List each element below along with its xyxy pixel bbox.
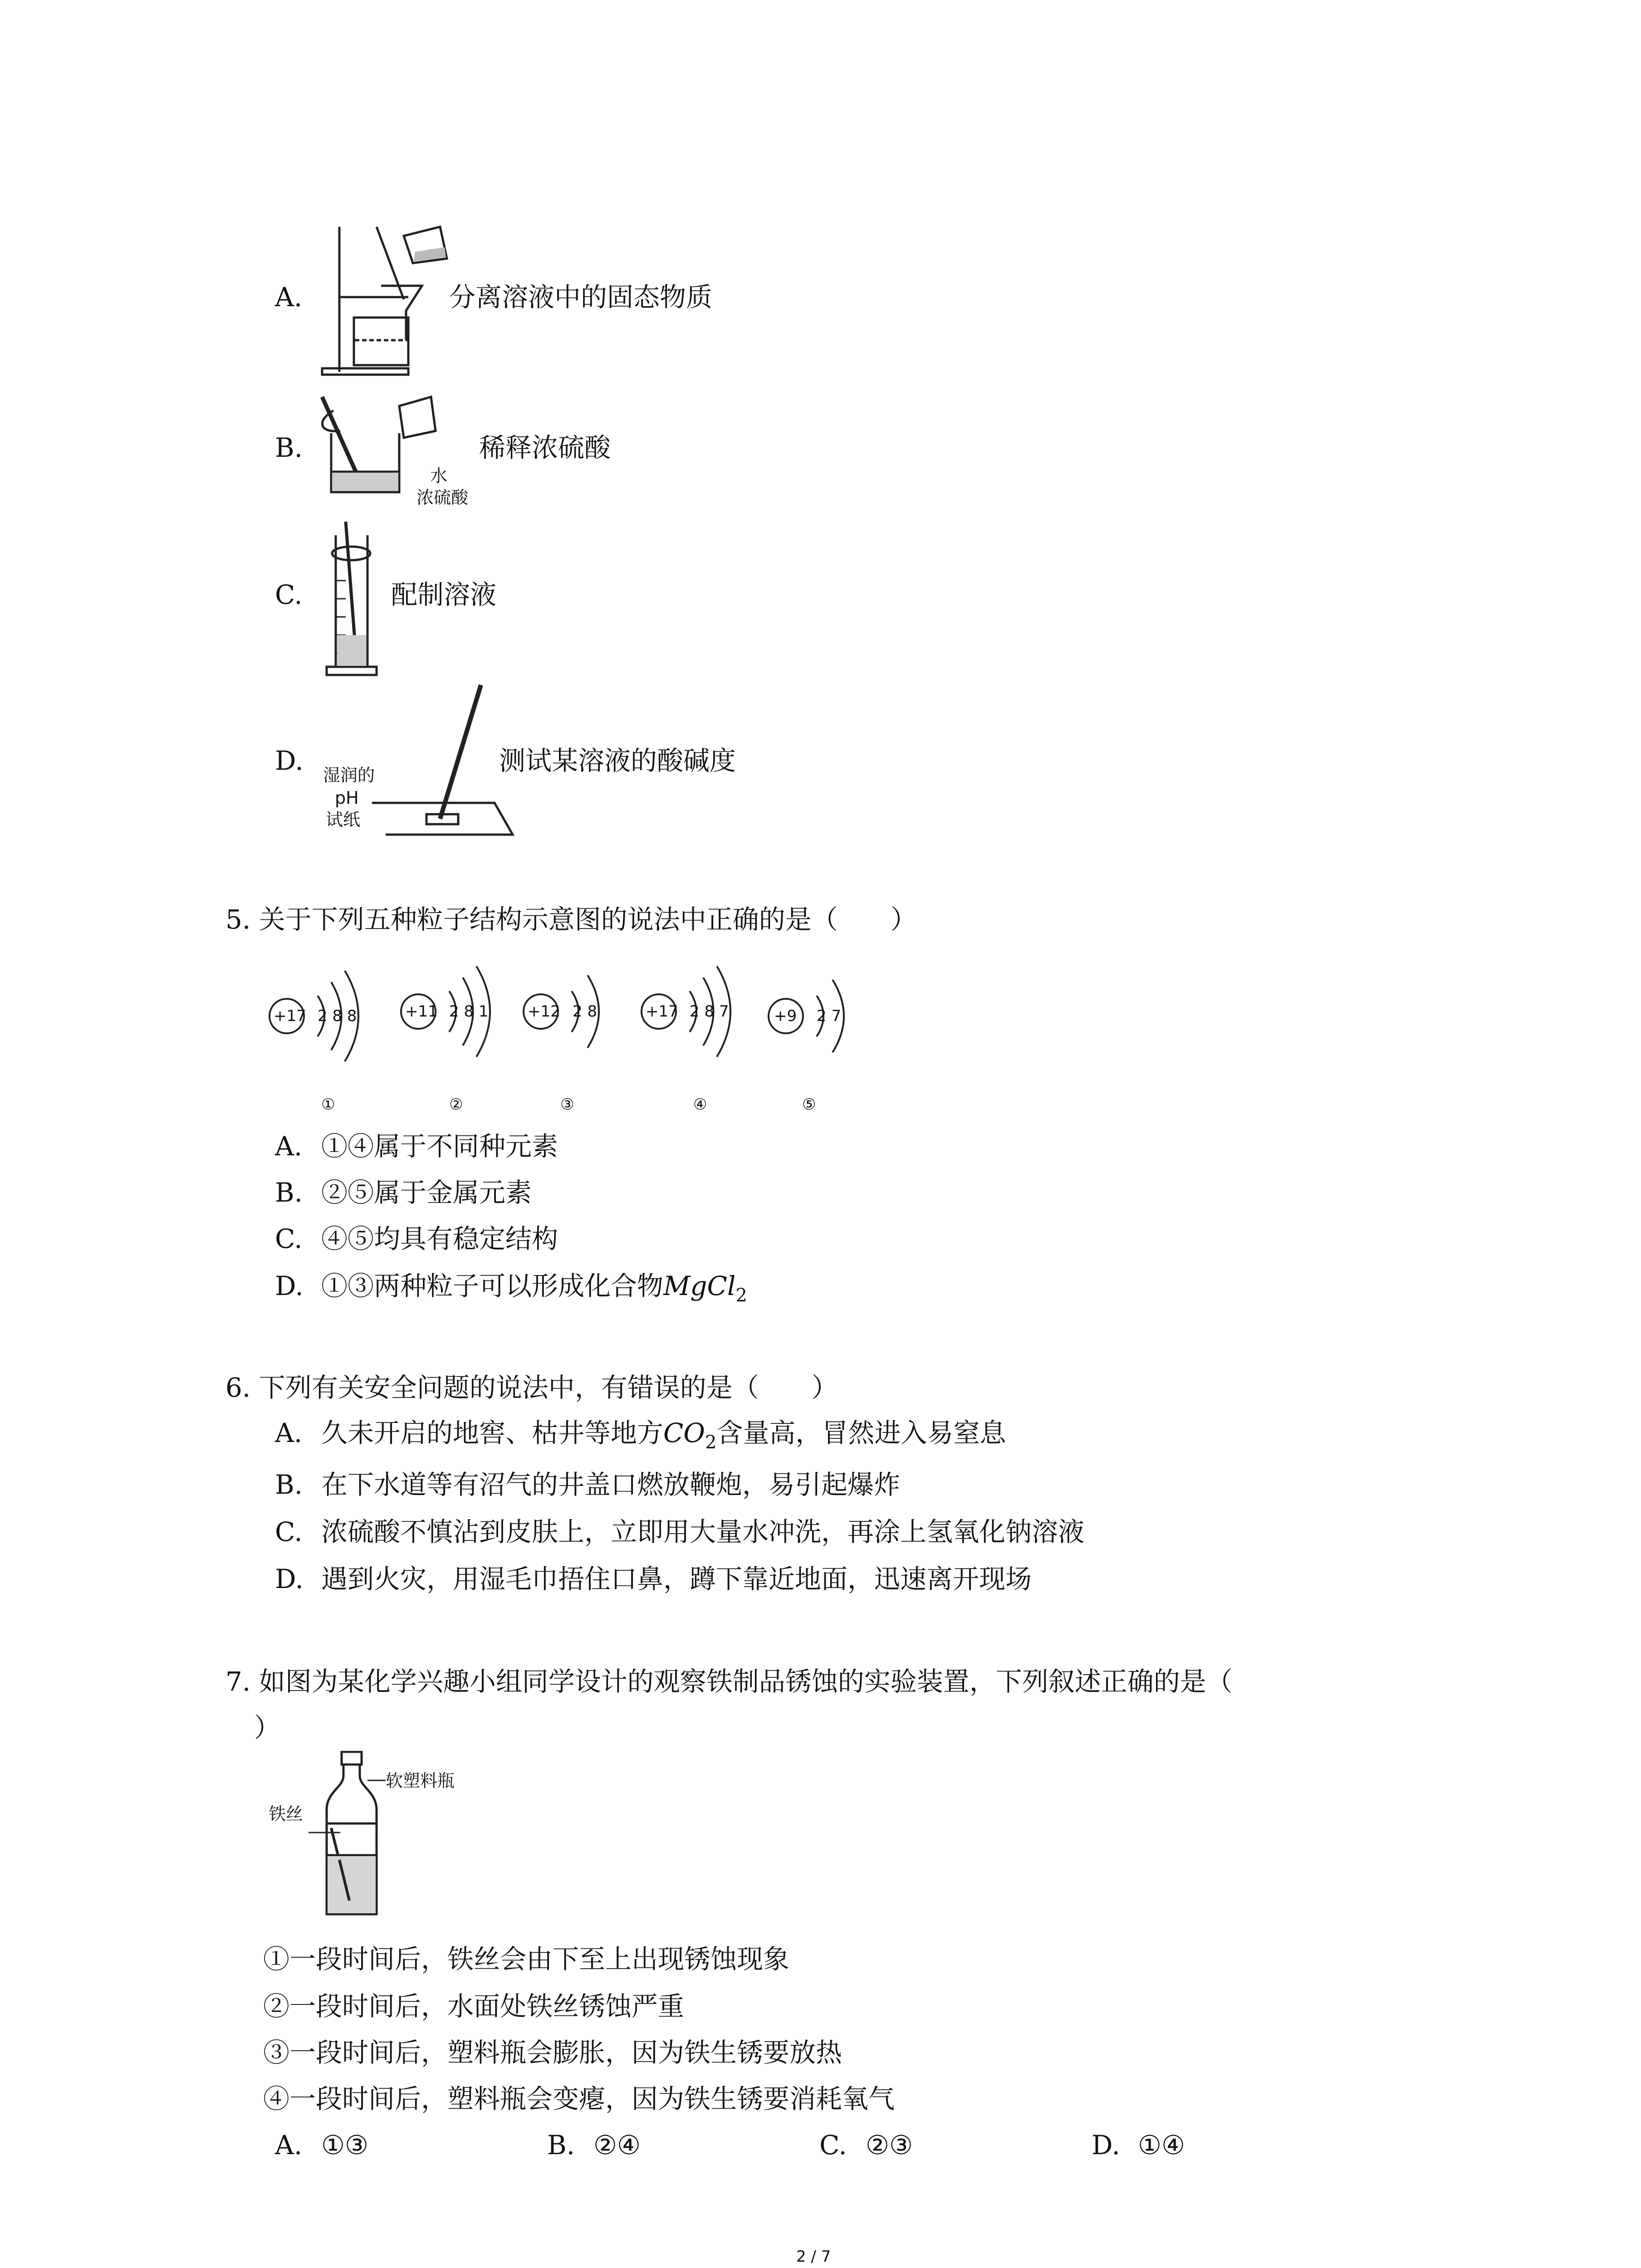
q7-statement-3: ③一段时间后，塑料瓶会膨胀，因为铁生锈要放热 [263,2037,843,2068]
particle-5-shells: 2 7 [817,1007,842,1025]
q4-option-d-letter: D. [275,745,304,776]
graduated-cylinder-image [313,522,390,683]
q4-option-a-letter: A. [275,282,303,313]
filtration-apparatus-image [313,218,463,381]
q5-option-b-letter: B. [275,1177,303,1208]
mgcl2-subscript: 2 [735,1285,747,1306]
q7-choice-b-letter: B. [547,2130,575,2160]
q7-stem-line1: 7. 如图为某化学兴趣小组同学设计的观察铁制品锈蚀的实验装置，下列叙述正确的是（ [225,1666,1233,1697]
particle-1-shells: 2 8 8 [318,1007,357,1025]
particle-2-marker: ② [449,1095,463,1114]
q7-choice-b-text: ②④ [593,2130,641,2160]
q7-choice-a-letter: A. [275,2130,303,2160]
q7-choice-c-letter: C. [819,2130,847,2160]
q6-option-a-text-after: 含量高，冒然进入易窒息 [716,1418,1006,1448]
q7-statement-1: ①一段时间后，铁丝会由下至上出现锈蚀现象 [263,1944,790,1975]
particle-4-nucleus: +17 [646,1002,678,1021]
particle-2-nucleus: +11 [405,1002,438,1021]
q5-option-c-letter: C. [275,1223,303,1254]
q6-option-d-letter: D. [275,1564,304,1594]
q5-stem: 5. 关于下列五种粒子结构示意图的说法中正确的是（ ） [225,904,917,935]
page-number: 2 / 7 [796,2248,831,2266]
co2-subscript: 2 [705,1432,717,1453]
q4-option-b-letter: B. [275,432,303,463]
q5-option-d-text: ①③两种粒子可以形成化合物 [321,1271,664,1301]
q6-option-b-text: 在下水道等有沼气的井盖口燃放鞭炮，易引起爆炸 [321,1469,901,1500]
q4-label-paper-1: 湿润的 [323,765,375,785]
q6-option-b-letter: B. [275,1469,303,1500]
particle-3-marker: ③ [560,1095,574,1114]
q4-label-acid: 浓硫酸 [416,488,469,508]
q6-option-a-text: 久未开启的地窖、枯井等地方 [321,1418,664,1448]
q4-option-c-letter: C. [275,579,303,610]
q4-option-d-text: 测试某溶液的酸碱度 [499,745,736,776]
q7-label-wire: 铁丝 [269,1804,304,1824]
q5-option-a-text: ①④属于不同种元素 [321,1131,558,1162]
q4-option-b-text: 稀释浓硫酸 [479,432,611,463]
co2-formula: CO [663,1418,705,1448]
q5-option-d-letter: D. [275,1271,304,1301]
particle-5-marker: ⑤ [802,1095,816,1114]
particle-1-nucleus: +17 [274,1007,306,1025]
q7-stem-line2: ） [254,1712,281,1743]
particle-1-marker: ① [321,1095,335,1114]
q7-choice-d-letter: D. [1092,2130,1120,2160]
q4-label-paper-3: 试纸 [326,810,361,830]
q6-stem: 6. 下列有关安全问题的说法中，有错误的是（ ） [225,1372,838,1403]
particle-4-marker: ④ [693,1095,707,1114]
q7-statement-4: ④一段时间后，塑料瓶会变瘪，因为铁生锈要消耗氧气 [263,2083,895,2114]
q7-choice-a-text: ①③ [321,2130,368,2160]
q4-label-paper-2: pH [335,788,359,808]
q6-option-c-text: 浓硫酸不慎沾到皮肤上，立即用大量水冲洗，再涂上氢氧化钠溶液 [321,1516,1085,1547]
q7-label-bottle: 软塑料瓶 [386,1771,455,1791]
q7-statement-2: ②一段时间后，水面处铁丝锈蚀严重 [263,1991,685,2022]
particle-2-shells: 2 8 1 [449,1002,489,1021]
q6-option-a-letter: A. [275,1418,303,1448]
q5-option-a-letter: A. [275,1131,303,1162]
particle-5-nucleus: +9 [774,1007,797,1025]
q5-option-b-text: ②⑤属于金属元素 [321,1177,532,1208]
particle-3-nucleus: +12 [528,1002,560,1021]
q5-option-c-text: ④⑤均具有稳定结构 [321,1223,558,1254]
q7-choice-c-text: ②③ [866,2130,913,2160]
particle-4-shells: 2 8 7 [690,1002,729,1021]
q6-option-d-text: 遇到火灾，用湿毛巾捂住口鼻，蹲下靠近地面，迅速离开现场 [321,1564,1032,1594]
q4-label-water: 水 [430,466,448,486]
q6-option-a [321,1418,1006,1453]
q7-choice-d-text: ①④ [1138,2130,1185,2160]
q4-option-c-text: 配制溶液 [391,579,497,610]
ph-test-image [358,680,522,844]
q6-option-c-letter: C. [275,1516,303,1547]
particle-3-shells: 2 8 [573,1002,598,1021]
mgcl2-formula: MgCl [663,1271,736,1301]
q4-option-a-text: 分离溶液中的固态物质 [449,282,713,313]
q5-option-d [321,1271,747,1306]
